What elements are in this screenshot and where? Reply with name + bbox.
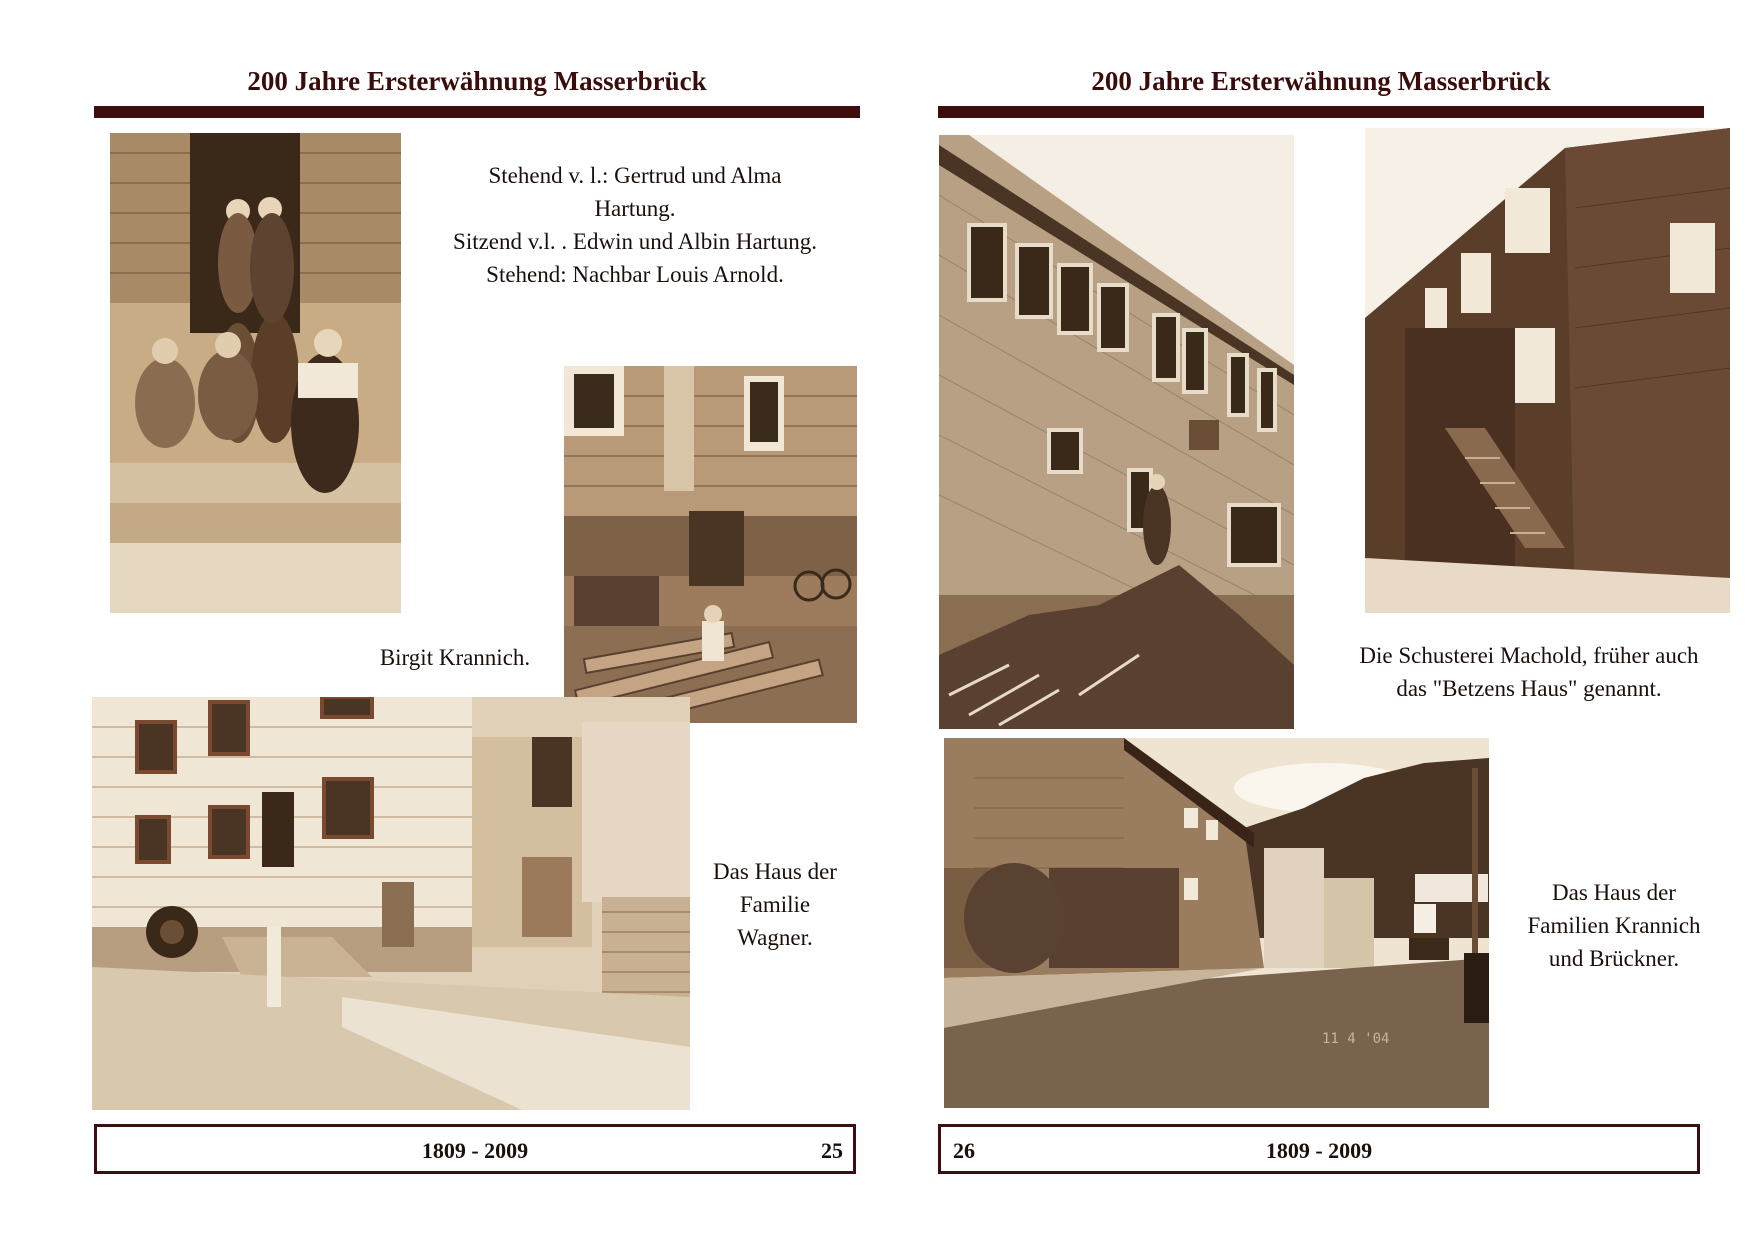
photo-date-stamp: 11 4 '04: [1322, 1031, 1390, 1047]
caption-line: Familien Krannich: [1527, 913, 1701, 938]
photo-wagner-house: [92, 697, 690, 1110]
footer-years: 1809 - 2009: [421, 1138, 529, 1163]
caption-line: Die Schusterei Machold, früher auch: [1359, 643, 1699, 668]
right-page: [877, 0, 1754, 1240]
caption-wagner: [690, 855, 860, 954]
photo-krannich-brueckner-street: [944, 738, 1489, 1108]
caption-line: Hartung.: [594, 196, 676, 221]
caption-line: Stehend: Nachbar Louis Arnold.: [486, 262, 784, 287]
caption-line: das "Betzens Haus" genannt.: [1396, 676, 1662, 701]
page-footer: [94, 1124, 856, 1174]
page-number: 26: [953, 1138, 975, 1163]
caption-krannich: [1489, 876, 1739, 975]
caption-child: Birgit Krannich.: [379, 645, 531, 670]
caption-line: und Brückner.: [1548, 946, 1680, 971]
page-number: 25: [821, 1138, 843, 1163]
header-rule: [938, 106, 1704, 118]
header-rule: [94, 106, 860, 118]
photo-schusterei-machold: [939, 135, 1294, 729]
header-title: 200 Jahre Ersterwähnung Masserbrück: [247, 66, 707, 96]
photo-child-on-logs: [564, 366, 857, 723]
caption-line: Sitzend v.l. . Edwin und Albin Hartung.: [453, 229, 817, 254]
caption-line: Wagner.: [737, 925, 813, 950]
photo-betzens-haus: [1365, 128, 1730, 613]
header-title: 200 Jahre Ersterwähnung Masserbrück: [1091, 66, 1551, 96]
caption-family-photo: [430, 159, 840, 291]
page-footer: [938, 1124, 1700, 1174]
caption-line: Das Haus der: [713, 859, 837, 884]
caption-schusterei: [1309, 639, 1749, 705]
caption-line: Familie: [739, 892, 811, 917]
caption-line: Das Haus der: [1552, 880, 1676, 905]
caption-line: Stehend v. l.: Gertrud und Alma: [488, 163, 782, 188]
photo-family-on-stairs: [110, 133, 401, 613]
footer-years: 1809 - 2009: [1265, 1138, 1373, 1163]
